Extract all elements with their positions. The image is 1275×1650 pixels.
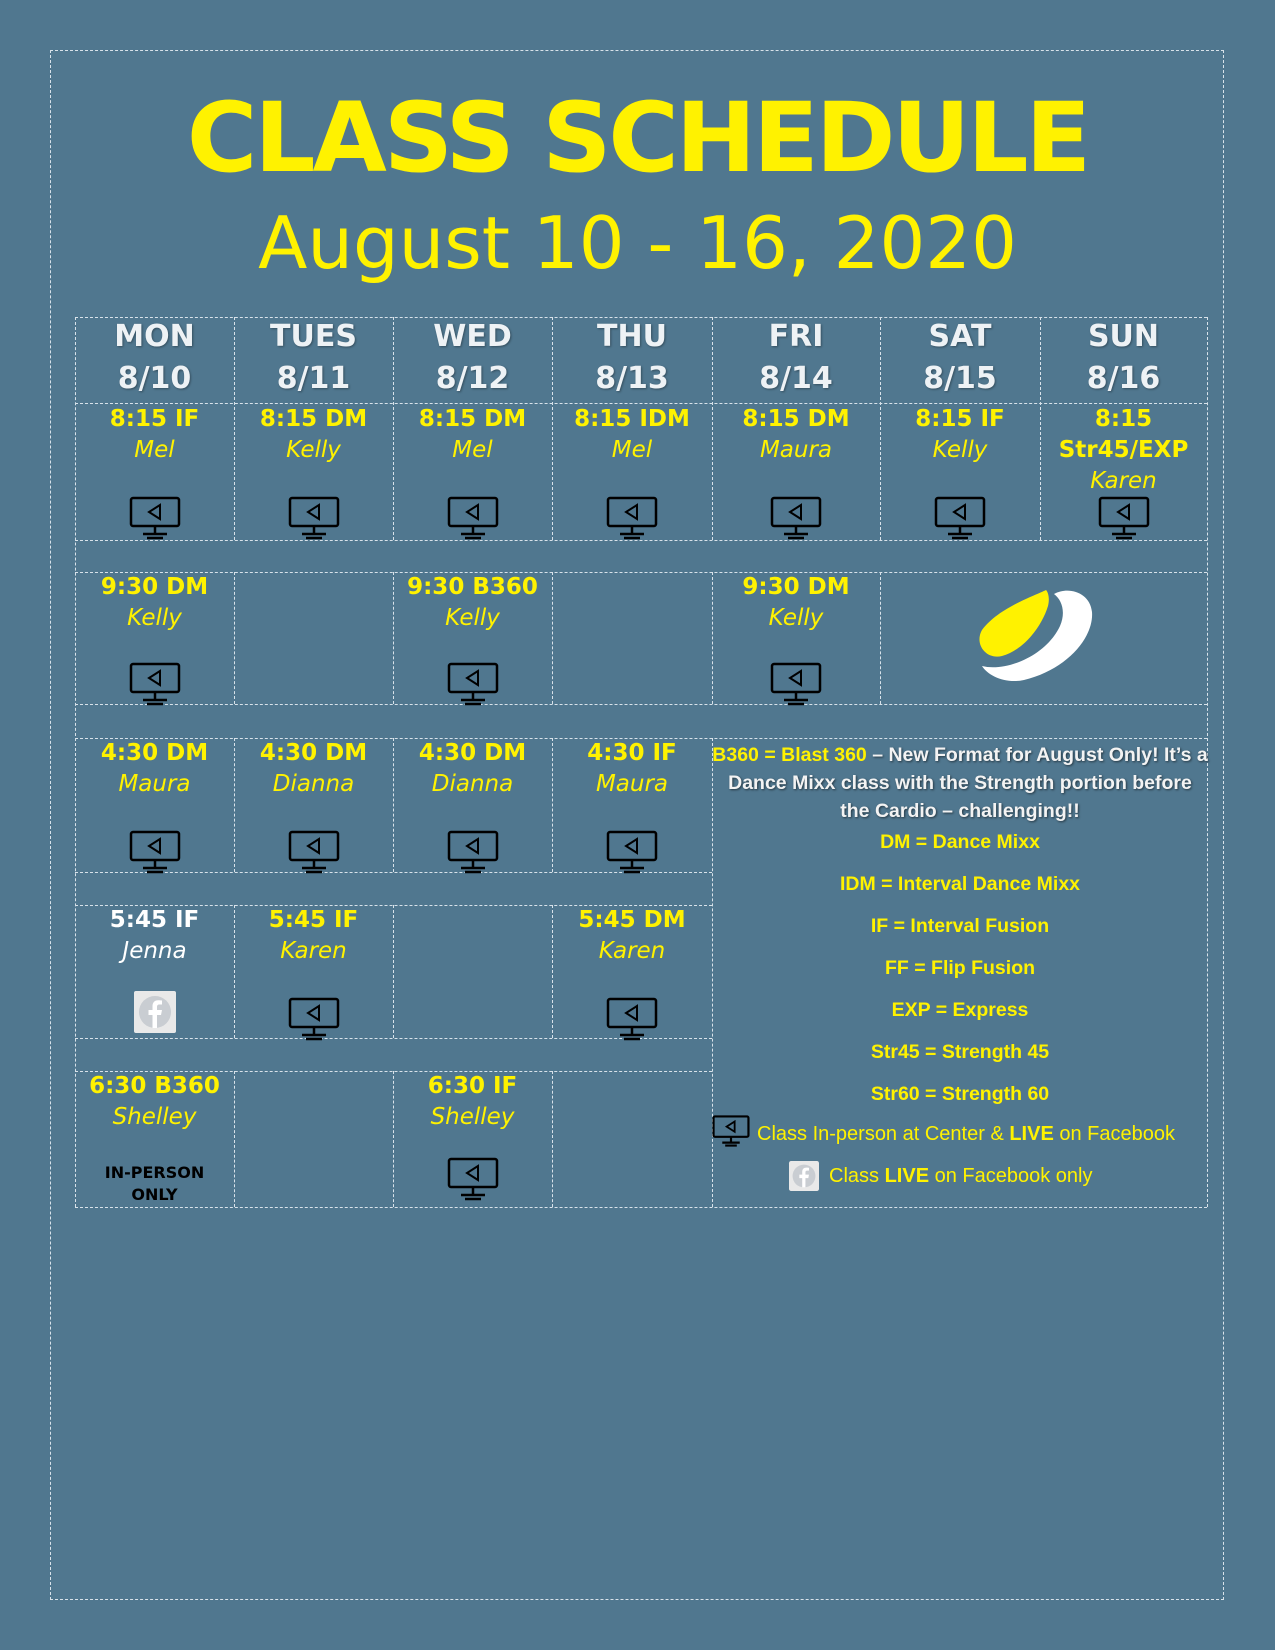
- instructor-name: Jenna: [122, 938, 187, 964]
- class-cell-tue-815[interactable]: [234, 404, 393, 540]
- class-time: 6:30 B360: [89, 1073, 220, 1099]
- class-cell-thu-430[interactable]: [552, 738, 712, 872]
- class-cell-mon-545[interactable]: [75, 905, 234, 1038]
- legend-intro: [712, 741, 1208, 825]
- monitor-icon: [129, 496, 181, 540]
- monitor-icon: [770, 496, 822, 540]
- class-cell-fri-930[interactable]: [712, 572, 880, 704]
- monitor-icon: [447, 830, 499, 874]
- class-time: 8:15 DM: [259, 406, 368, 432]
- date-range-subtitle: August 10 - 16, 2020: [258, 201, 1017, 285]
- monitor-icon: [288, 496, 340, 540]
- monitor-icon: [606, 830, 658, 874]
- instructor-name: Maura: [759, 437, 833, 463]
- monitor-icon: [288, 830, 340, 874]
- facebook-icon: [788, 1161, 820, 1191]
- legend-facebook-key: Class LIVE on Facebook only: [829, 1165, 1093, 1187]
- legend-item: Str60 = Strength 60: [870, 1083, 1050, 1105]
- day-header-thu: THU 8/13: [595, 319, 669, 396]
- class-time: 9:30 DM: [742, 574, 850, 600]
- instructor-name: Karen: [280, 938, 347, 964]
- instructor-name: Maura: [595, 771, 669, 797]
- class-time: 8:15 IF: [915, 406, 1005, 432]
- class-cell-sun-815[interactable]: [1040, 404, 1207, 540]
- class-cell-wed-630[interactable]: [393, 1071, 552, 1207]
- class-cell-mon-930[interactable]: [75, 572, 234, 704]
- legend-item: FF = Flip Fusion: [884, 957, 1036, 979]
- monitor-icon: [606, 496, 658, 540]
- monitor-icon: [934, 496, 986, 540]
- day-header-mon: MON 8/10: [114, 319, 195, 396]
- monitor-icon: [129, 830, 181, 874]
- studio-logo-icon: [976, 586, 1094, 682]
- instructor-name: Mel: [134, 437, 175, 463]
- legend-item: Str45 = Strength 45: [870, 1041, 1050, 1063]
- legend-monitor-key: Class In-person at Center & LIVE on Facebook: [757, 1123, 1175, 1145]
- instructor-name: Dianna: [272, 771, 355, 797]
- class-time: 4:30 IF: [587, 740, 677, 766]
- legend-item: IDM = Interval Dance Mixx: [839, 873, 1081, 895]
- instructor-name: Karen: [1090, 468, 1157, 494]
- page-title: CLASS SCHEDULE: [186, 82, 1089, 194]
- day-header-tues: TUES 8/11: [270, 319, 357, 396]
- legend-intro-label: B360 = Blast 360: [712, 744, 867, 766]
- class-time: 8:15: [1094, 406, 1153, 432]
- instructor-name: Dianna: [431, 771, 514, 797]
- instructor-name: Kelly: [932, 437, 988, 463]
- class-time: 8:15 IDM: [574, 406, 690, 432]
- class-cell-wed-815[interactable]: [393, 404, 552, 540]
- monitor-icon: [712, 1115, 750, 1147]
- class-cell-mon-815[interactable]: [75, 404, 234, 540]
- class-cell-thu-815[interactable]: [552, 404, 712, 540]
- class-cell-mon-630[interactable]: [75, 1071, 234, 1207]
- monitor-icon: [447, 496, 499, 540]
- monitor-icon: [129, 662, 181, 706]
- instructor-name: Mel: [452, 437, 493, 463]
- monitor-icon: [1098, 496, 1150, 540]
- instructor-name: Mel: [611, 437, 653, 463]
- class-time: 4:30 DM: [418, 740, 527, 766]
- monitor-icon: [447, 1157, 499, 1201]
- class-time: 9:30 DM: [100, 574, 209, 600]
- day-header-sun: SUN 8/16: [1086, 319, 1161, 396]
- instructor-name: Maura: [118, 771, 191, 797]
- instructor-name: Kelly: [127, 605, 182, 631]
- class-cell-wed-430[interactable]: [393, 738, 552, 872]
- class-time: 5:45 IF: [109, 907, 200, 933]
- instructor-name: Kelly: [286, 437, 341, 463]
- legend-item: EXP = Express: [891, 999, 1029, 1021]
- facebook-icon: [134, 991, 176, 1033]
- monitor-icon: [288, 997, 340, 1041]
- class-cell-sat-815[interactable]: [880, 404, 1040, 540]
- instructor-name: Kelly: [445, 605, 500, 631]
- day-header-fri: FRI 8/14: [759, 319, 833, 396]
- class-time: 4:30 DM: [100, 740, 209, 766]
- class-cell-fri-815[interactable]: [712, 404, 880, 540]
- class-time: 8:15 DM: [418, 406, 527, 432]
- class-time: 8:15 IF: [109, 406, 200, 432]
- in-person-only-note: IN-PERSON ONLY: [104, 1163, 205, 1204]
- class-cell-mon-430[interactable]: [75, 738, 234, 872]
- monitor-icon: [447, 662, 499, 706]
- legend-intro-text: – New Format for August Only! It’s a Dance Mixx class with the Strength portion before the Cardio – challenging!!: [728, 744, 1208, 822]
- class-time: 5:45 DM: [578, 907, 686, 933]
- monitor-icon: [606, 997, 658, 1041]
- class-cell-tue-545[interactable]: [234, 905, 393, 1038]
- instructor-name: Shelley: [112, 1104, 197, 1130]
- class-time: 5:45 IF: [268, 907, 359, 933]
- legend-item: DM = Dance Mixx: [880, 831, 1040, 853]
- class-cell-thu-545[interactable]: [552, 905, 712, 1038]
- class-cell-wed-930[interactable]: [393, 572, 552, 704]
- monitor-icon: [770, 662, 822, 706]
- day-header-sat: SAT 8/15: [923, 319, 997, 396]
- legend-item: IF = Interval Fusion: [870, 915, 1050, 937]
- class-time: 6:30 IF: [427, 1073, 518, 1099]
- instructor-name: Shelley: [430, 1104, 515, 1130]
- instructor-name: Kelly: [768, 605, 824, 631]
- class-cell-tue-430[interactable]: [234, 738, 393, 872]
- day-header-wed: WED 8/12: [433, 319, 512, 396]
- class-time: 9:30 B360: [407, 574, 538, 600]
- class-type: Str45/EXP: [1058, 437, 1189, 463]
- class-time: 8:15 DM: [742, 406, 850, 432]
- class-time: 4:30 DM: [259, 740, 368, 766]
- instructor-name: Karen: [598, 938, 666, 964]
